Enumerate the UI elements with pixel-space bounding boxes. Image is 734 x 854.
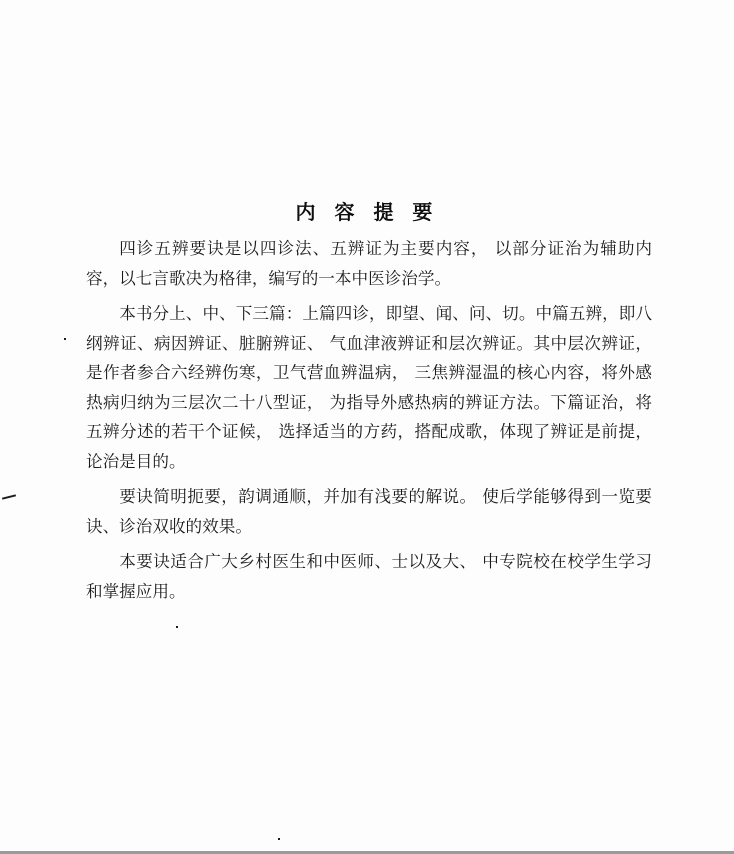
- paragraph-3: 要诀简明扼要，韵调通顺，并加有浅要的解说。 使后学能够得到一览要诀、诊治双收的效果。: [86, 487, 652, 536]
- scan-speck: [2, 494, 16, 499]
- scan-speck: [278, 838, 280, 840]
- paragraph-1: 四诊五辨要诀是以四诊法、五辨证为主要内容， 以部分证治为辅助内容，以七言歌决为格律，编写的一本中医诊治学。: [86, 239, 652, 288]
- summary-body: [86, 234, 652, 612]
- scan-speck: [176, 626, 178, 628]
- paragraph-2: 本书分上、中、下三篇：上篇四诊，即望、闻、问、切。中篇五辨，即八纲辨证、病因辨证、脏腑辨证、 气血津液辨证和层次辨证。其中层次辨证，是作者参合六经辨伤寒，卫气营血辨温病， 三焦辨湿温的核心内容，将外感热病归纳为三层次二十八型证， 为指导外感热病的辨证方法。下篇证治，将五辨分述的若干个证候， 选择适当的方药，搭配成歌，体现了辨证是前提，论治是目的。: [86, 304, 652, 471]
- scan-speck: [64, 338, 66, 340]
- paragraph-4: 本要诀适合广大乡村医生和中医师、士以及大、 中专院校在校学生学习和掌握应用。: [86, 552, 652, 601]
- page-title: 内 容 提 要: [295, 200, 439, 224]
